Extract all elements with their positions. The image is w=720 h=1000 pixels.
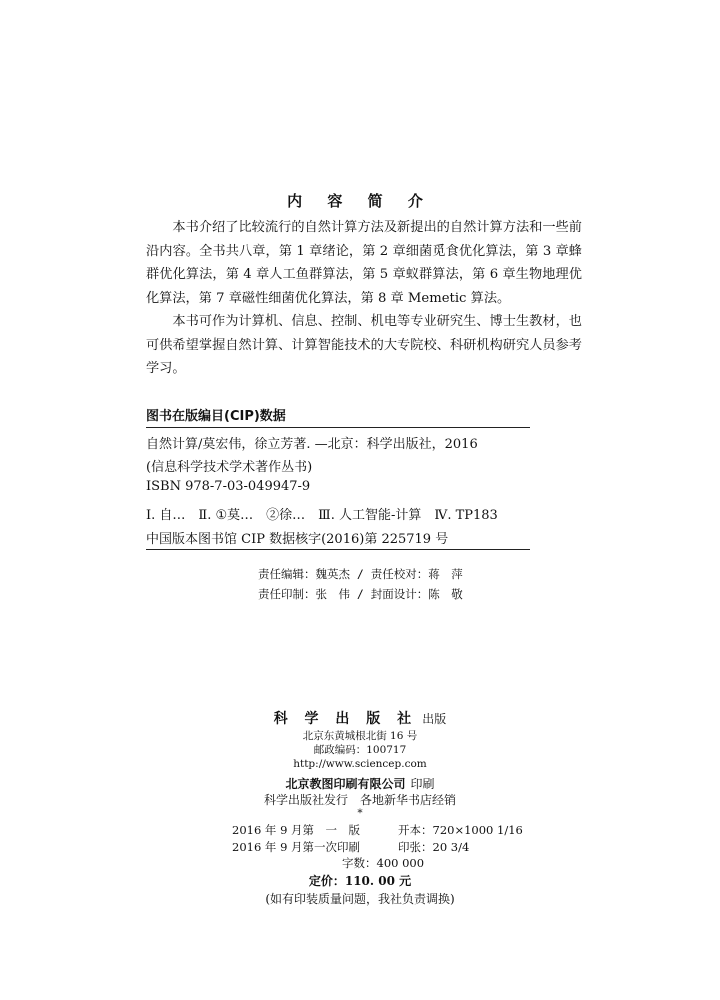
printing-info: 2016 年 9 月第一次印刷: [232, 840, 361, 854]
cip-subject-line: Ⅰ. 自… Ⅱ. ①莫… ②徐… Ⅲ. 人工智能-计算 Ⅳ. TP183: [146, 508, 498, 523]
cip-catalog-number: 中国版本图书馆 CIP 数据核字(2016)第 225719 号: [146, 532, 449, 547]
summary-title: 内 容 简 介: [287, 192, 433, 210]
cip-isbn: ISBN 978-7-03-049947-9: [146, 479, 311, 494]
cip-line-1: 自然计算/莫宏伟，徐立芳著. —北京：科学出版社，2016: [146, 437, 478, 452]
edition-info: 2016 年 9 月第 一 版: [232, 823, 361, 837]
publisher-url: http://www.sciencep.com: [293, 758, 427, 770]
distribution-line: 科学出版社发行 各地新华书店经销: [263, 793, 456, 807]
summary-paragraph-1: 本书介绍了比较流行的自然计算方法及新提出的自然计算方法和一些前沿内容。全书共八章，第 1 章绪论，第 2 章细菌觅食优化算法，第 3 章蜂群优化算法，第 4 章人工鱼群算法，第 5 章蚁群算法，第 6 章生物地理优化算法，第 7 章磁性细菌优化算法，第 8 章 Memetic 算法。: [146, 220, 582, 306]
cip-line-2: (信息科学技术学术著作丛书): [146, 460, 313, 475]
printer-suffix: 印刷: [410, 777, 435, 791]
printer-name: 北京教图印刷有限公司: [285, 777, 406, 791]
format-info: 开本：720×1000 1/16: [398, 823, 523, 837]
publisher-line: [0, 708, 720, 728]
credits-line-2: 责任印制：张 伟 / 封面设计：陈 敬: [258, 587, 463, 601]
cip-bottom-rule: [146, 549, 530, 550]
price: 定价：110. 00 元: [308, 874, 412, 888]
publisher-postcode: 邮政编码：100717: [313, 744, 407, 756]
wordcount-info: 字数：400 000: [342, 856, 425, 870]
printer-line: [0, 773, 720, 792]
summary-paragraph-2: 本书可作为计算机、信息、控制、机电等专业研究生、博士生教材，也可供希望掌握自然计算、计算智能技术的大专院校、科研机构研究人员参考学习。: [146, 314, 582, 376]
sheets-info: 印张：20 3/4: [398, 840, 470, 854]
cip-heading: 图书在版编目(CIP)数据: [146, 405, 530, 428]
publisher-address: 北京东黄城根北街 16 号: [302, 730, 418, 742]
publisher-suffix: 出版: [422, 712, 447, 726]
publisher-name: 科 学 出 版 社: [273, 711, 418, 727]
separator-star: *: [357, 807, 363, 819]
credits-line-1: 责任编辑：魏英杰 / 责任校对：蒋 萍: [258, 567, 463, 581]
quality-notice: (如有印装质量问题，我社负责调换): [265, 892, 455, 906]
